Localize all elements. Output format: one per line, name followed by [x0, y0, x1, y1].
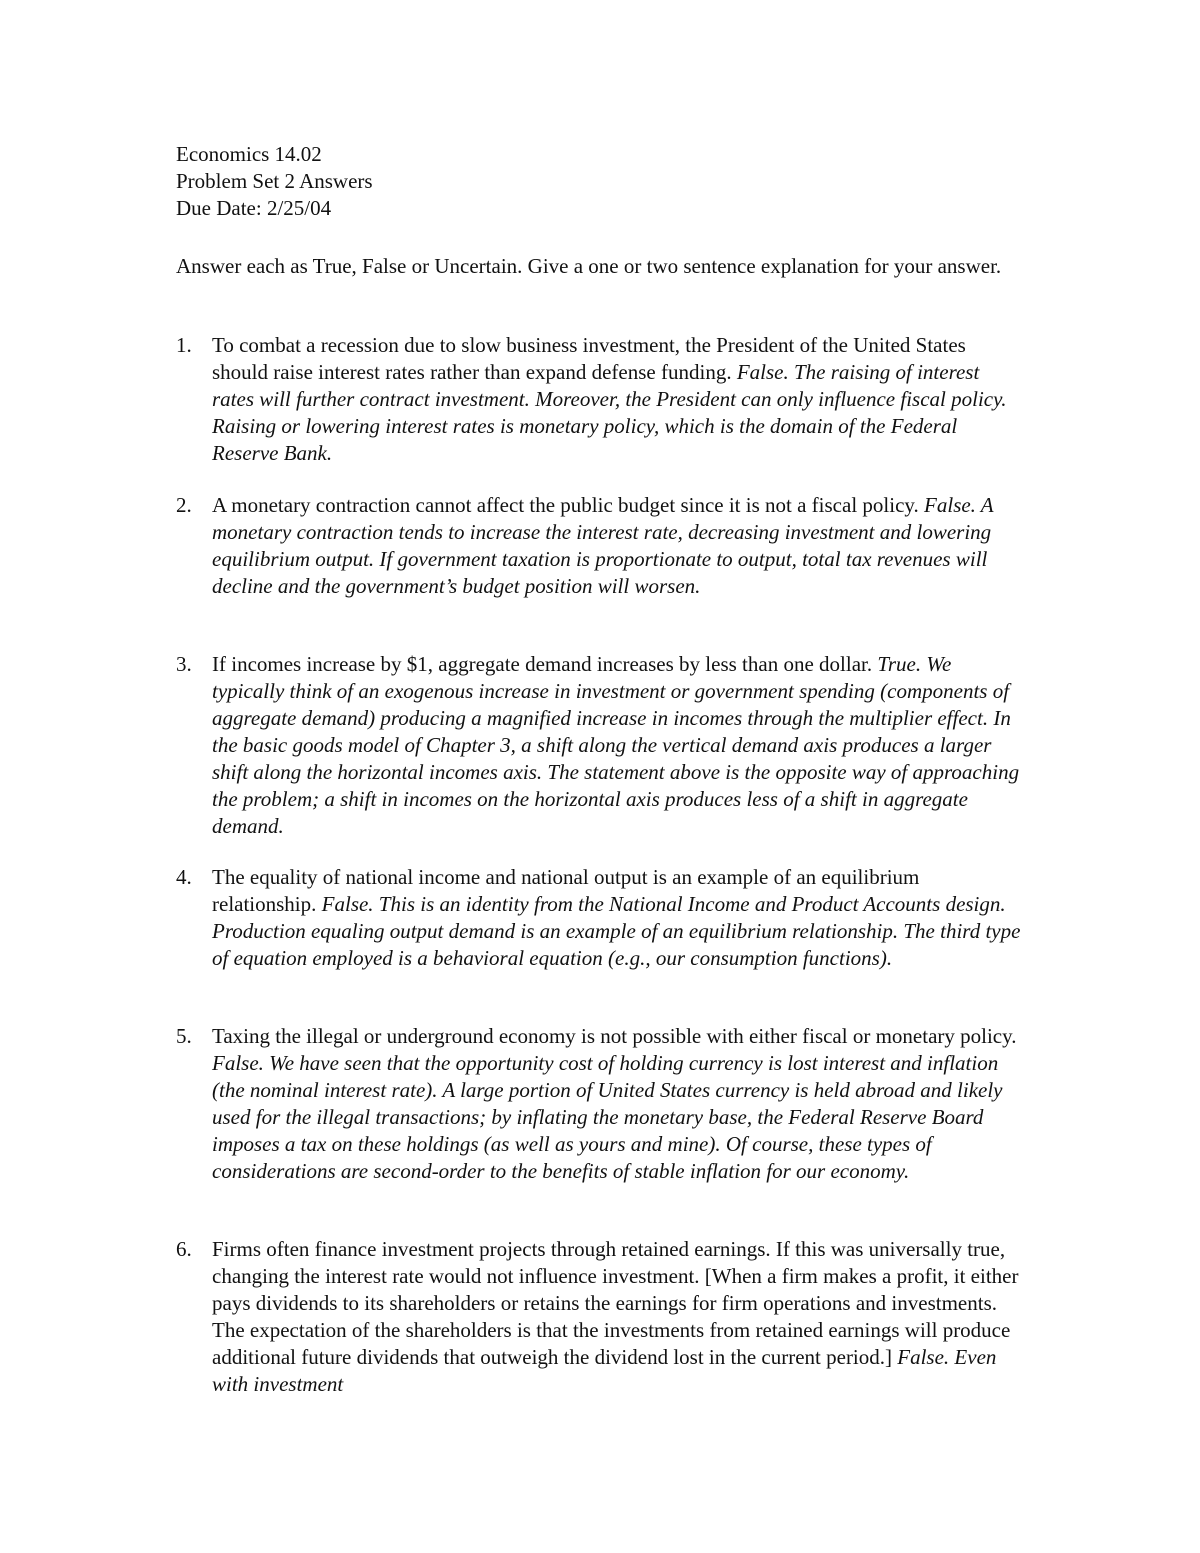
question-answer: False. A monetary contraction tends to increase the interest rate, decreasing investment and lowering equilibrium output. If government taxation is proportionate to output, total tax revenues will decline and the government’s budget position will worsen.: [212, 493, 994, 598]
question-number: 6.: [176, 1237, 192, 1261]
question-item: [176, 1023, 1026, 1185]
question-number: 4.: [176, 865, 192, 889]
question-answer: False. We have seen that the opportunity cost of holding currency is lost interest and inflation (the nominal interest rate). A large portion of United States currency is held abroad and likely used for the illegal transactions; by inflating the monetary base, the Federal Reserve Board imposes a tax on these holdings (as well as yours and mine). Of course, these types of considerations are second-order to the benefits of stable inflation for our economy.: [212, 1051, 1003, 1183]
question-statement: A monetary contraction cannot affect the public budget since it is not a fiscal policy.: [212, 493, 925, 517]
question-answer: False. Even with investment: [212, 1345, 997, 1396]
instructions-paragraph: Answer each as True, False or Uncertain. Give a one or two sentence explanation for your answer.: [176, 254, 1002, 278]
question-body: [212, 492, 1026, 600]
question-statement: The equality of national income and national output is an example of an equilibrium relationship.: [212, 865, 920, 916]
question-body: [212, 864, 1026, 972]
question-item: [176, 332, 1026, 467]
course-name: Economics 14.02: [176, 142, 322, 166]
question-body: [212, 651, 1026, 840]
question-number: 1.: [176, 333, 192, 357]
question-statement: If incomes increase by $1, aggregate demand increases by less than one dollar.: [212, 652, 878, 676]
question-item: [176, 492, 1026, 600]
question-number: 2.: [176, 493, 192, 517]
question-body: [212, 1023, 1026, 1185]
question-answer: True. We typically think of an exogenous increase in investment or government spending (components of aggregate demand) producing a magnified increase in incomes through the multiplier effect. In the basic goods model of Chapter 3, a shift along the vertical demand axis produces a larger shift along the horizontal incomes axis. The statement above is the opposite way of approaching the problem; a shift in incomes on the horizontal axis produces less of a shift in aggregate demand.: [212, 652, 1020, 838]
question-statement: Taxing the illegal or underground economy is not possible with either fiscal or monetary policy.: [212, 1024, 1017, 1048]
question-body: [212, 332, 1026, 467]
due-date: Due Date: 2/25/04: [176, 196, 332, 220]
question-body: [212, 1236, 1026, 1398]
question-number: 5.: [176, 1024, 192, 1048]
document-title: Problem Set 2 Answers: [176, 169, 373, 193]
question-number: 3.: [176, 652, 192, 676]
question-item: [176, 864, 1026, 972]
question-answer: False. The raising of interest rates will further contract investment. Moreover, the President can only influence fiscal policy. Raising or lowering interest rates is monetary policy, which is the domain of the Federal Reserve Bank.: [212, 360, 1007, 465]
document-header: [176, 141, 373, 222]
question-statement: Firms often finance investment projects through retained earnings. If this was universally true, changing the interest rate would not influence investment. [When a firm makes a profit, it either pays dividends to its shareholders or retains the earnings for firm operations and investments. The expectation of the shareholders is that the investments from retained earnings will produce additional future dividends that outweigh the dividend lost in the current period.]: [212, 1237, 1019, 1369]
question-item: [176, 1236, 1026, 1398]
question-statement: To combat a recession due to slow business investment, the President of the United States should raise interest rates rather than expand defense funding.: [212, 333, 966, 384]
question-item: [176, 651, 1026, 840]
question-answer: False. This is an identity from the National Income and Product Accounts design. Production equaling output demand is an example of an equilibrium relationship. The third type of equation employed is a behavioral equation (e.g., our consumption functions).: [212, 892, 1021, 970]
